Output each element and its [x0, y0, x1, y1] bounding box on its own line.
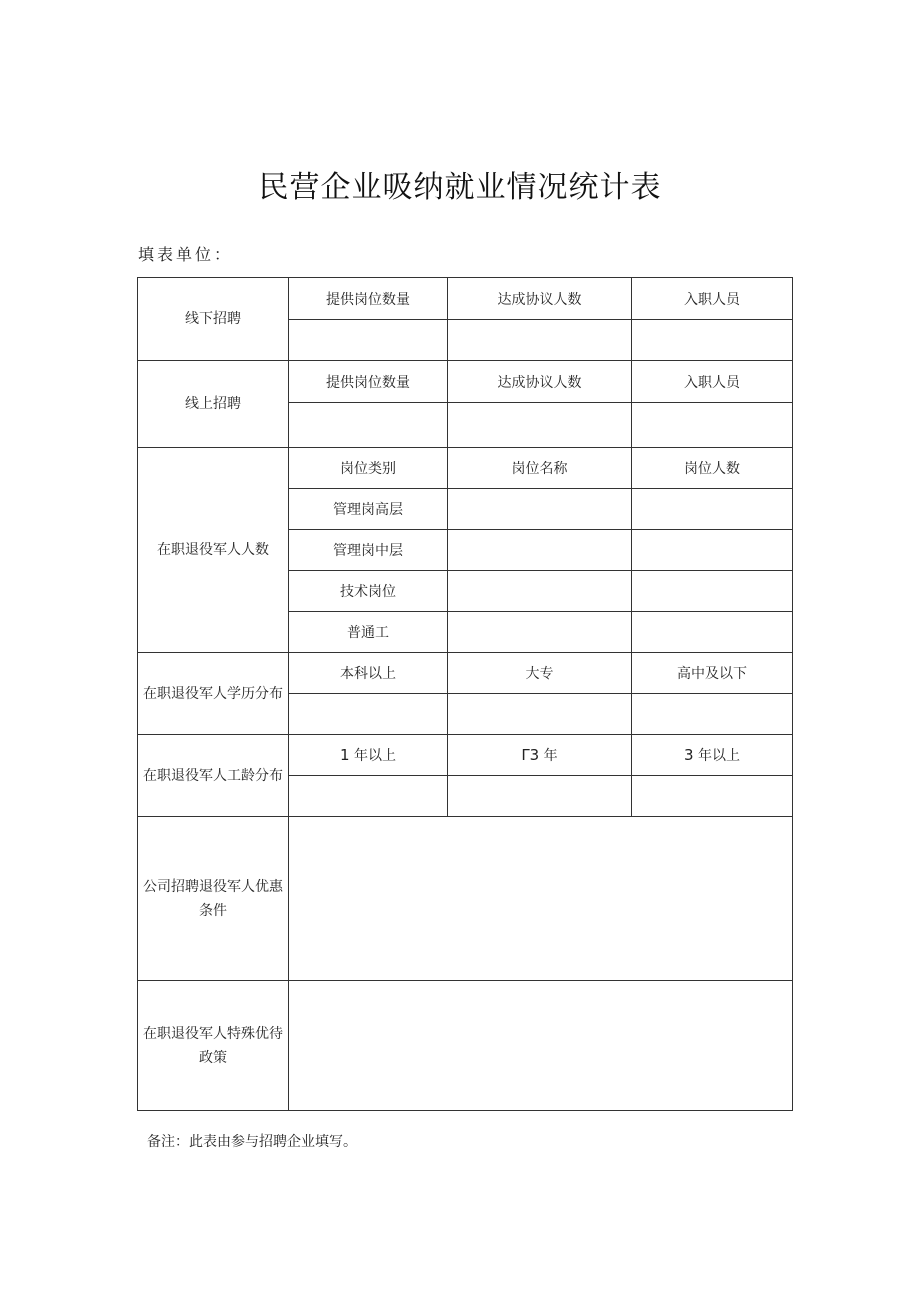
online-agreements-cell[interactable]	[448, 403, 632, 448]
tenure-header-over-3-years	[632, 735, 793, 776]
tenure-over-3-years-cell[interactable]	[632, 776, 793, 817]
veterans-header-name: 岗位名称	[448, 448, 632, 489]
education-college-cell[interactable]	[448, 694, 632, 735]
veterans-category-cell: 管理岗高层	[289, 489, 448, 530]
offline-recruitment-label: 线下招聘	[138, 278, 289, 361]
offline-header-agreements: 达成协议人数	[448, 278, 632, 320]
online-positions-cell[interactable]	[289, 403, 448, 448]
veterans-header-count: 岗位人数	[632, 448, 793, 489]
veterans-name-cell[interactable]	[448, 530, 632, 571]
online-hired-cell[interactable]	[632, 403, 793, 448]
statistics-table	[137, 277, 793, 1111]
veterans-category-cell: 管理岗中层	[289, 530, 448, 571]
benefits-label	[138, 817, 289, 981]
veterans-category-cell: 普通工	[289, 612, 448, 653]
veterans-header-row	[138, 448, 793, 489]
education-header-row	[138, 653, 793, 694]
veterans-name-cell[interactable]	[448, 489, 632, 530]
offline-header-row	[138, 278, 793, 320]
education-distribution-label: 在职退役军人学历分布	[138, 653, 289, 735]
offline-agreements-cell[interactable]	[448, 320, 632, 361]
offline-header-hired: 入职人员	[632, 278, 793, 320]
tenure-header-row	[138, 735, 793, 776]
veterans-count-cell[interactable]	[632, 489, 793, 530]
benefits-label-line2: 条件	[199, 902, 227, 919]
tenure-distribution-label: 在职退役军人工龄分布	[138, 735, 289, 817]
veterans-header-category: 岗位类别	[289, 448, 448, 489]
education-header-highschool: 高中及以下	[632, 653, 793, 694]
tenure-number: Γ3	[521, 746, 540, 764]
veterans-name-cell[interactable]	[448, 571, 632, 612]
tenure-unit: 年	[543, 748, 558, 764]
online-header-row	[138, 361, 793, 403]
online-header-positions: 提供岗位数量	[289, 361, 448, 403]
veterans-count-cell[interactable]	[632, 571, 793, 612]
offline-hired-cell[interactable]	[632, 320, 793, 361]
tenure-unit: 年以上	[354, 748, 396, 764]
education-header-college: 大专	[448, 653, 632, 694]
tenure-unit: 年以上	[698, 748, 740, 764]
special-policy-label	[138, 981, 289, 1111]
online-header-agreements: 达成协议人数	[448, 361, 632, 403]
tenure-over-1-year-cell[interactable]	[289, 776, 448, 817]
tenure-number: 3	[684, 746, 694, 764]
online-header-hired: 入职人员	[632, 361, 793, 403]
veterans-name-cell[interactable]	[448, 612, 632, 653]
benefits-label-line1: 公司招聘退役军人优惠	[143, 878, 283, 895]
tenure-1-to-3-years-cell[interactable]	[448, 776, 632, 817]
page-title: 民营企业吸纳就业情况统计表	[258, 170, 662, 205]
tenure-header-over-1-year	[289, 735, 448, 776]
benefits-value-cell[interactable]	[289, 817, 793, 981]
education-header-bachelor: 本科以上	[289, 653, 448, 694]
special-policy-row	[138, 981, 793, 1111]
veterans-count-label: 在职退役军人人数	[138, 448, 289, 653]
benefits-row	[138, 817, 793, 981]
offline-header-positions: 提供岗位数量	[289, 278, 448, 320]
education-highschool-cell[interactable]	[632, 694, 793, 735]
special-policy-label-line1: 在职退役军人特殊优待	[143, 1025, 283, 1042]
tenure-header-1-to-3-years	[448, 735, 632, 776]
online-recruitment-label: 线上招聘	[138, 361, 289, 448]
offline-positions-cell[interactable]	[289, 320, 448, 361]
filler-unit-label: 填表单位：	[138, 245, 234, 264]
tenure-number: 1	[340, 746, 350, 764]
footnote: 备注：此表由参与招聘企业填写。	[147, 1134, 357, 1150]
education-bachelor-cell[interactable]	[289, 694, 448, 735]
special-policy-label-line2: 政策	[199, 1049, 227, 1066]
special-policy-value-cell[interactable]	[289, 981, 793, 1111]
veterans-count-cell[interactable]	[632, 530, 793, 571]
veterans-count-cell[interactable]	[632, 612, 793, 653]
veterans-category-cell: 技术岗位	[289, 571, 448, 612]
